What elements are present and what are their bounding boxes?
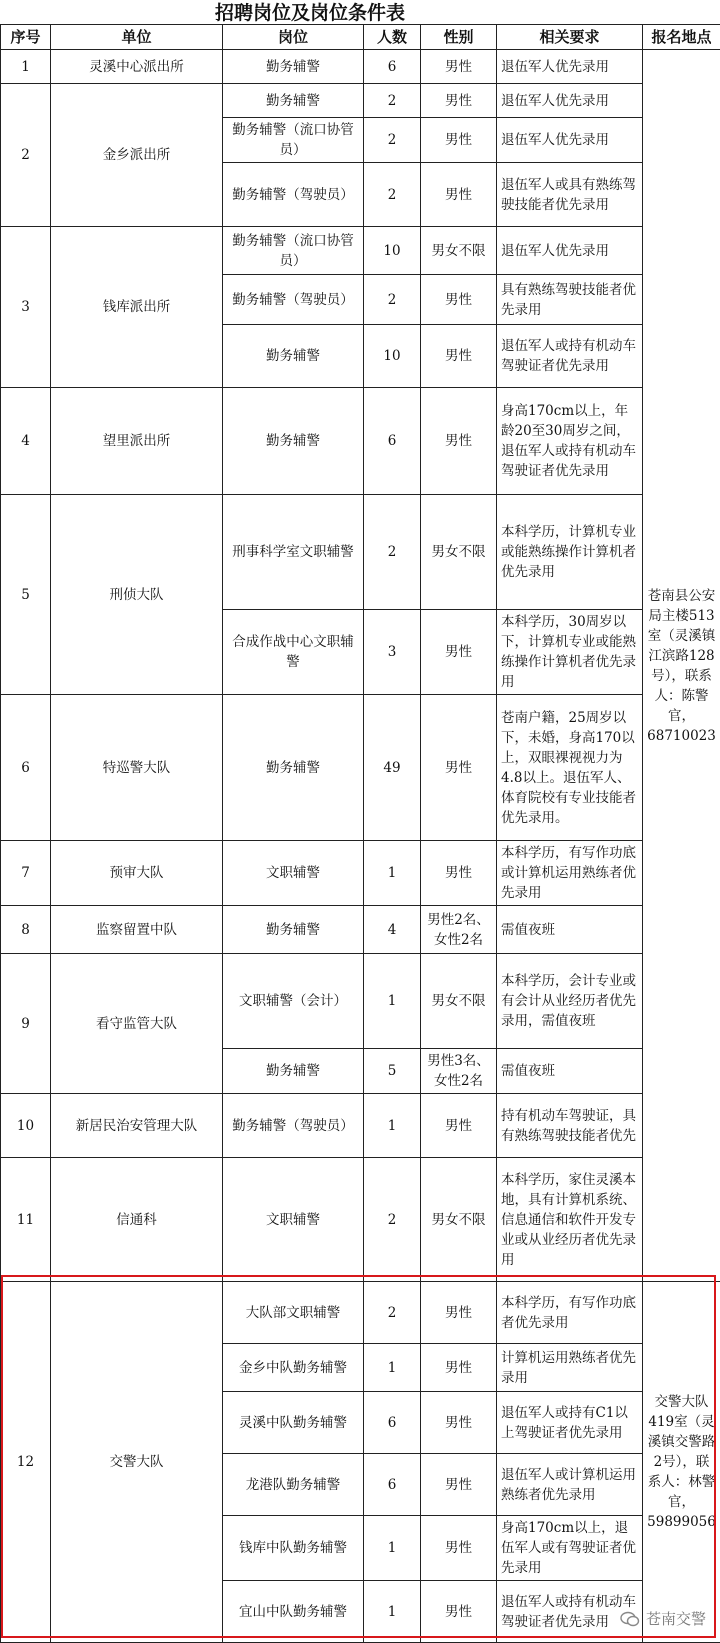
header-count: 人数	[364, 25, 421, 50]
table-row	[1, 1094, 720, 1158]
cell-unit: 信通科	[51, 1158, 223, 1282]
cell-no: 6	[1, 695, 51, 841]
cell-gender: 男性	[421, 118, 497, 163]
header-unit: 单位	[51, 25, 223, 50]
cell-gender: 男性	[421, 388, 497, 495]
cell-no: 9	[1, 954, 51, 1094]
cell-position: 勤务辅警	[223, 50, 364, 84]
watermark	[620, 1608, 706, 1629]
chat-bubbles-icon	[620, 1611, 640, 1627]
header-row	[1, 25, 720, 50]
cell-gender: 男性	[421, 84, 497, 118]
cell-position: 勤务辅警（流口协管员）	[223, 118, 364, 163]
cell-unit: 特巡警大队	[51, 695, 223, 841]
cell-gender: 男女不限	[421, 495, 497, 610]
cell-position: 勤务辅警	[223, 906, 364, 954]
cell-no: 3	[1, 227, 51, 388]
cell-requirements: 退伍军人优先录用	[497, 50, 643, 84]
cell-unit: 刑侦大队	[51, 495, 223, 695]
cell-gender: 男性	[421, 50, 497, 84]
cell-gender: 男性	[421, 841, 497, 906]
cell-count: 2	[364, 275, 421, 325]
cell-gender: 男性	[421, 325, 497, 388]
cell-count: 1	[364, 841, 421, 906]
header-requirements: 相关要求	[497, 25, 643, 50]
cell-position: 文职辅警	[223, 1158, 364, 1282]
table-row	[1, 388, 720, 495]
table-row	[1, 954, 720, 1049]
cell-gender: 男性3名、女性2名	[421, 1049, 497, 1094]
cell-gender: 男性	[421, 1516, 497, 1581]
cell-count: 2	[364, 84, 421, 118]
cell-requirements: 本科学历，家住灵溪本地，具有计算机系统、信息通信和软件开发专业或从业经历者优先录用	[497, 1158, 643, 1282]
cell-requirements: 计算机运用熟练者优先录用	[497, 1344, 643, 1392]
table-row	[1, 1282, 720, 1344]
cell-count: 10	[364, 227, 421, 275]
cell-position: 文职辅警（会计）	[223, 954, 364, 1049]
cell-requirements: 需值夜班	[497, 906, 643, 954]
cell-requirements: 需值夜班	[497, 1049, 643, 1094]
cell-count: 2	[364, 118, 421, 163]
cell-requirements: 本科学历，会计专业或有会计从业经历者优先录用，需值夜班	[497, 954, 643, 1049]
cell-requirements: 退伍军人或持有机动车驾驶证者优先录用	[497, 1581, 643, 1643]
cell-unit: 灵溪中心派出所	[51, 50, 223, 84]
cell-requirements: 退伍军人优先录用	[497, 84, 643, 118]
cell-position: 勤务辅警	[223, 84, 364, 118]
table-row	[1, 227, 720, 275]
cell-position: 勤务辅警（驾驶员）	[223, 1094, 364, 1158]
cell-requirements: 身高170cm以上，退伍军人或有驾驶证者优先录用	[497, 1516, 643, 1581]
cell-no: 10	[1, 1094, 51, 1158]
cell-no: 1	[1, 50, 51, 84]
cell-unit: 金乡派出所	[51, 84, 223, 227]
cell-requirements: 本科学历，有写作功底或计算机运用熟练者优先录用	[497, 841, 643, 906]
cell-no: 12	[1, 1282, 51, 1643]
cell-position: 刑事科学室文职辅警	[223, 495, 364, 610]
cell-requirements: 退伍军人或计算机运用熟练者优先录用	[497, 1454, 643, 1516]
cell-count: 10	[364, 325, 421, 388]
cell-gender: 男女不限	[421, 227, 497, 275]
table-row	[1, 84, 720, 118]
cell-gender: 男性	[421, 1094, 497, 1158]
cell-position: 龙港队勤务辅警	[223, 1454, 364, 1516]
cell-requirements: 持有机动车驾驶证，具有熟练驾驶技能者优先	[497, 1094, 643, 1158]
cell-gender: 男性	[421, 1282, 497, 1344]
cell-position: 勤务辅警	[223, 388, 364, 495]
header-position: 岗位	[223, 25, 364, 50]
cell-requirements: 苍南户籍，25周岁以下，未婚，身高170以上，双眼裸视视力为4.8以上。退伍军人、体育院校有专业技能者优先录用。	[497, 695, 643, 841]
cell-gender: 男性	[421, 1344, 497, 1392]
cell-location-traffic: 交警大队419室（灵溪镇交警路2号），联系人：林警官，59899056	[643, 1282, 720, 1643]
cell-count: 1	[364, 1094, 421, 1158]
cell-count: 2	[364, 495, 421, 610]
cell-count: 4	[364, 906, 421, 954]
table-row	[1, 906, 720, 954]
cell-position: 灵溪中队勤务辅警	[223, 1392, 364, 1454]
cell-gender: 男性	[421, 163, 497, 227]
cell-requirements: 身高170cm以上，年龄20至30周岁之间，退伍军人或持有机动车驾驶证者优先录用	[497, 388, 643, 495]
cell-requirements: 本科学历，计算机专业或能熟练操作计算机者优先录用	[497, 495, 643, 610]
cell-count: 49	[364, 695, 421, 841]
table-row	[1, 841, 720, 906]
cell-location-main: 苍南县公安局主楼513室（灵溪镇江滨路128号），联系人：陈警官，68710023	[643, 50, 720, 1282]
cell-position: 金乡中队勤务辅警	[223, 1344, 364, 1392]
cell-gender: 男性	[421, 1454, 497, 1516]
cell-position: 大队部文职辅警	[223, 1282, 364, 1344]
table-row	[1, 50, 720, 84]
cell-gender: 男性	[421, 610, 497, 695]
cell-unit: 看守监管大队	[51, 954, 223, 1094]
cell-requirements: 退伍军人优先录用	[497, 118, 643, 163]
cell-count: 6	[364, 388, 421, 495]
cell-position: 宜山中队勤务辅警	[223, 1581, 364, 1643]
cell-unit: 预审大队	[51, 841, 223, 906]
table-row	[1, 695, 720, 841]
cell-requirements: 退伍军人或持有C1以上驾驶证者优先录用	[497, 1392, 643, 1454]
cell-count: 1	[364, 954, 421, 1049]
cell-requirements: 具有熟练驾驶技能者优先录用	[497, 275, 643, 325]
table-row	[1, 495, 720, 610]
cell-count: 5	[364, 1049, 421, 1094]
cell-count: 2	[364, 1158, 421, 1282]
cell-count: 6	[364, 1454, 421, 1516]
cell-count: 1	[364, 1516, 421, 1581]
cell-requirements: 本科学历，30周岁以下，计算机专业或能熟练操作计算机者优先录用	[497, 610, 643, 695]
cell-unit: 监察留置中队	[51, 906, 223, 954]
cell-requirements: 本科学历，有写作功底者优先录用	[497, 1282, 643, 1344]
cell-no: 7	[1, 841, 51, 906]
cell-gender: 男女不限	[421, 1158, 497, 1282]
header-gender: 性别	[421, 25, 497, 50]
cell-count: 3	[364, 610, 421, 695]
cell-count: 2	[364, 163, 421, 227]
cell-requirements: 退伍军人或持有机动车驾驶证者优先录用	[497, 325, 643, 388]
cell-unit: 钱库派出所	[51, 227, 223, 388]
cell-count: 6	[364, 1392, 421, 1454]
header-location: 报名地点	[643, 25, 720, 50]
cell-unit: 望里派出所	[51, 388, 223, 495]
cell-position: 勤务辅警（驾驶员）	[223, 275, 364, 325]
cell-unit: 交警大队	[51, 1282, 223, 1643]
cell-no: 5	[1, 495, 51, 695]
cell-requirements: 退伍军人优先录用	[497, 227, 643, 275]
cell-position: 文职辅警	[223, 841, 364, 906]
table-title: 招聘岗位及岗位条件表	[0, 0, 620, 24]
cell-position: 合成作战中心文职辅警	[223, 610, 364, 695]
cell-position: 勤务辅警	[223, 1049, 364, 1094]
cell-gender: 男性	[421, 1392, 497, 1454]
cell-no: 11	[1, 1158, 51, 1282]
cell-no: 8	[1, 906, 51, 954]
cell-no: 2	[1, 84, 51, 227]
cell-count: 1	[364, 1581, 421, 1643]
cell-position: 勤务辅警	[223, 325, 364, 388]
cell-count: 2	[364, 1282, 421, 1344]
cell-gender: 男性	[421, 1581, 497, 1643]
cell-position: 勤务辅警	[223, 695, 364, 841]
cell-no: 4	[1, 388, 51, 495]
watermark-text: 苍南交警	[646, 1608, 706, 1629]
cell-position: 勤务辅警（流口协管员）	[223, 227, 364, 275]
cell-position: 勤务辅警（驾驶员）	[223, 163, 364, 227]
cell-requirements: 退伍军人或具有熟练驾驶技能者优先录用	[497, 163, 643, 227]
cell-gender: 男性	[421, 695, 497, 841]
cell-count: 1	[364, 1344, 421, 1392]
cell-count: 6	[364, 50, 421, 84]
cell-unit: 新居民治安管理大队	[51, 1094, 223, 1158]
cell-gender: 男女不限	[421, 954, 497, 1049]
table-row	[1, 1158, 720, 1282]
header-no: 序号	[1, 25, 51, 50]
cell-position: 钱库中队勤务辅警	[223, 1516, 364, 1581]
recruitment-table	[0, 24, 720, 1643]
cell-gender: 男性2名、女性2名	[421, 906, 497, 954]
cell-gender: 男性	[421, 275, 497, 325]
